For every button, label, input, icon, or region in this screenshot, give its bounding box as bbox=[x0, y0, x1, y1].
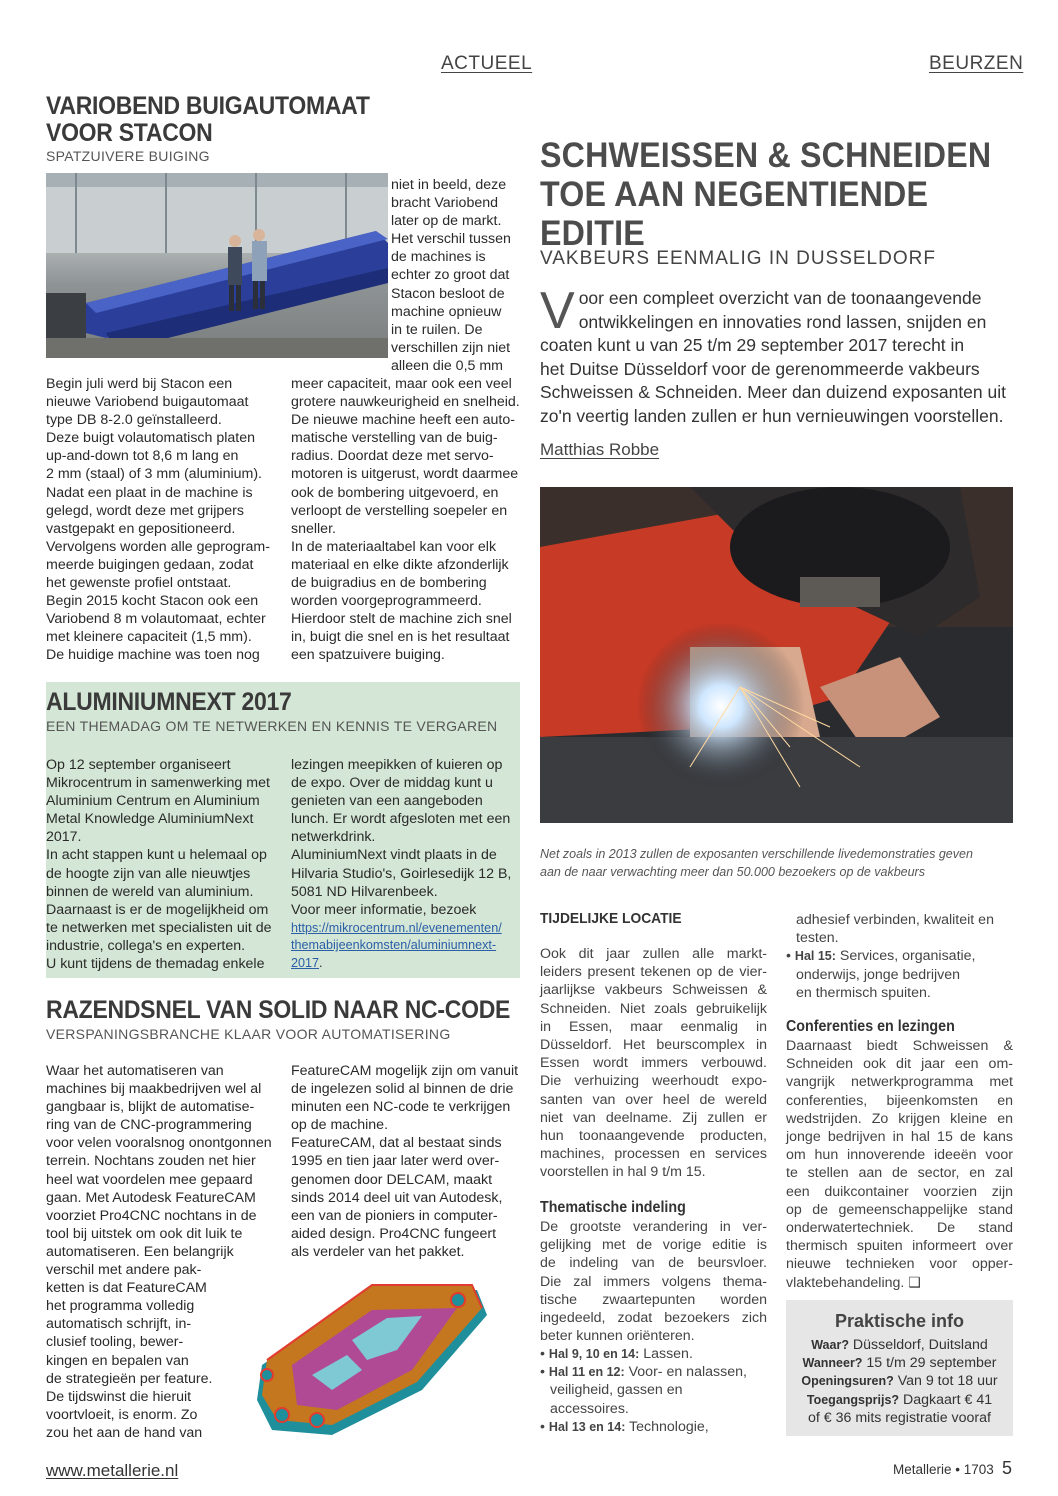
article2-title: ALUMINIUMNEXT 2017 bbox=[46, 688, 292, 716]
text-line: het Duitse Düsseldorf voor de gerenommeerde vakbeurs bbox=[540, 358, 980, 379]
text-line: Variobend 8 m volautomaat, echter bbox=[46, 611, 266, 628]
article1-subtitle: SPATZUIVERE BUIGING bbox=[46, 148, 210, 164]
text-line: Ook dit jaar zullen alle markt- bbox=[540, 946, 767, 962]
text-line: minuten een NC-code te verkrijgen bbox=[291, 1099, 511, 1116]
photo-caption bbox=[540, 845, 1013, 881]
practical-info-title: Praktische info bbox=[834, 1311, 965, 1331]
text-line: Hilvaria Studio's, Goirlesedijk 12 B, bbox=[291, 865, 512, 882]
info-value: Van 9 tot 18 uur bbox=[893, 1373, 998, 1390]
bullet-label: Hal 13 en 14: bbox=[548, 1419, 626, 1434]
text-line: In de materiaaltabel kan voor elk bbox=[291, 538, 497, 555]
text-line: de indeling van de beursvloer. bbox=[540, 1255, 767, 1272]
text-line: te netwerken met specialisten uit de bbox=[46, 919, 272, 936]
text-line: santen van over heel de wereld bbox=[540, 1091, 767, 1108]
text-line: hun toonaangevende producten, bbox=[540, 1128, 767, 1145]
text-line: 2017. bbox=[46, 829, 82, 846]
text-line: terrein. Nochtans zouden net hier bbox=[46, 1153, 256, 1170]
text-line: machine opnieuw bbox=[391, 303, 502, 320]
text-line: tische zwaartepunten worden bbox=[540, 1291, 767, 1308]
text-line: FeatureCAM mogelijk zijn om vanuit bbox=[291, 1063, 519, 1079]
text-line: Essen wordt immers verbouwd. bbox=[540, 1055, 767, 1072]
text-line: Begin juli werd bij Stacon een bbox=[46, 376, 233, 392]
text-line: meerde buigingen gedaan, zodat bbox=[46, 556, 254, 573]
text-line: als verdeler van het pakket. bbox=[291, 1243, 465, 1260]
text-line: Op 12 september organiseert bbox=[46, 757, 231, 773]
info-value: 15 t/m 29 september bbox=[862, 1355, 997, 1372]
text-line: verschil met andere pak- bbox=[46, 1262, 202, 1279]
bullet-continuation: onderwijs, jonge bedrijven bbox=[796, 966, 961, 983]
text-line: Daarnaast biedt Schweissen & bbox=[786, 1038, 1013, 1054]
text-line: automatiseren. Een belangrijk bbox=[46, 1243, 234, 1260]
text-line: de buigradius en de bombering bbox=[291, 575, 487, 592]
practical-info-box bbox=[786, 1300, 1013, 1436]
text-line: De huidige machine was toen nog bbox=[46, 647, 260, 664]
text-line: lunch. Er wordt afgesloten met een bbox=[291, 811, 511, 828]
text-line: De tijdswinst die hieruit bbox=[46, 1388, 192, 1405]
text-line: in, buigt die snel en is het resultaat bbox=[291, 629, 510, 646]
text-line: sneller. bbox=[291, 520, 336, 537]
text-line: gaan. Met Autodesk FeatureCAM bbox=[46, 1189, 256, 1206]
text-line: Die zal immers volgens thema- bbox=[540, 1273, 767, 1290]
text-line: gelegd, wordt deze met grijpers bbox=[46, 502, 244, 519]
text-line bbox=[786, 1274, 1013, 1292]
text-line: aided design. Pro4CNC fungeert bbox=[291, 1225, 497, 1242]
text-line: het gewenste profiel ontstaat. bbox=[46, 575, 232, 592]
info-row bbox=[786, 1336, 1013, 1354]
info-row bbox=[786, 1391, 1013, 1409]
text-line: met kleinere capaciteit (1,5 mm). bbox=[46, 629, 252, 646]
hall-bullet: • Hal 9, 10 en 14: Lassen. bbox=[540, 1346, 693, 1362]
text-line: Begin 2015 kocht Stacon ook een bbox=[46, 593, 259, 610]
article2-column-1 bbox=[46, 756, 286, 973]
text-line: om hun innoverende ideeën voor bbox=[786, 1147, 1013, 1164]
bullet-text: Lassen. bbox=[639, 1346, 693, 1362]
text-line: beter kunnen oriënteren. bbox=[540, 1328, 695, 1345]
text-line: een spatzuivere buiging. bbox=[291, 647, 445, 664]
col4-top-text bbox=[786, 911, 1013, 1002]
text-line: worden voorgeprogrammeerd. bbox=[291, 593, 482, 610]
author-name[interactable]: Matthias Robbe bbox=[540, 440, 660, 459]
text-line: jonge bedrijven in hal 15 de kans bbox=[786, 1129, 1013, 1146]
text-line: FeatureCAM, dat al bestaat sinds bbox=[291, 1135, 502, 1152]
bullet-continuation: veiligheid, gassen en bbox=[550, 1382, 683, 1399]
article1-title-line: VOOR STACON bbox=[46, 119, 213, 147]
cad-part-render bbox=[222, 1270, 520, 1446]
text-line: Het verschil tussen bbox=[391, 231, 511, 248]
article3-title: RAZENDSNEL VAN SOLID NAAR NC-CODE bbox=[46, 996, 511, 1024]
text-line: heel wat voordelen mee gepaard bbox=[46, 1171, 253, 1188]
welder-photo bbox=[540, 487, 1013, 823]
article3-subtitle: VERSPANINGSBRANCHE KLAAR VOOR AUTOMATISERING bbox=[46, 1026, 451, 1042]
text-line: voorziet Pro4CNC nochtans in de bbox=[46, 1207, 257, 1224]
text-line: zou het aan de hand van bbox=[46, 1424, 203, 1441]
text-line: oor een compleet overzicht van de toonaangevende bbox=[578, 288, 982, 308]
text-line: een duikcontainer voorzien zijn bbox=[786, 1183, 1013, 1200]
event-link-line[interactable]: https://mikrocentrum.nl/evenementen/ bbox=[291, 920, 502, 935]
text-line: In acht stappen kunt u helemaal op bbox=[46, 847, 267, 864]
text-line: verschillen zijn niet bbox=[391, 339, 511, 356]
text-line: lezingen meepikken of kuieren op bbox=[291, 757, 503, 773]
link-period: . bbox=[319, 955, 323, 970]
text-line: Voor meer informatie, bezoek bbox=[291, 901, 477, 918]
text-line: ingedeeld, zodat bezoekers zich bbox=[540, 1310, 767, 1327]
section-heading-thematische-indeling: Thematische indeling bbox=[540, 1199, 686, 1216]
text-line: Waar het automatiseren van bbox=[46, 1063, 224, 1079]
text-line: 2 mm (staal) of 3 mm (aluminium). bbox=[46, 466, 262, 483]
text-line: grotere nauwkeurigheid en snelheid. bbox=[291, 394, 520, 411]
text-line: meer capaciteit, maar ook een veel bbox=[291, 376, 512, 392]
page-number: 5 bbox=[1002, 1458, 1013, 1478]
text-line: motoren is uitgerust, wordt daarmee bbox=[291, 466, 519, 483]
text-line: materiaal en elke dikte afzonderlijk bbox=[291, 556, 509, 573]
bullet-label: Hal 9, 10 en 14: bbox=[548, 1347, 640, 1361]
text-line: vastgepakt en gepositioneerd. bbox=[46, 520, 236, 537]
text-line: alleen die 0,5 mm bbox=[391, 357, 503, 374]
text-line: de expo. Over de middag kunt u bbox=[291, 775, 493, 792]
last-line-text: vlaktebehandeling. bbox=[786, 1274, 905, 1291]
text-line: Düsseldorf. Het beurscomplex in bbox=[540, 1037, 767, 1054]
text-line: op de gemeenschappelijke stand bbox=[786, 1201, 1013, 1218]
text-line: radius. Doordat deze met servo- bbox=[291, 448, 494, 465]
bullet-continuation: adhesief verbinden, kwaliteit en bbox=[796, 912, 994, 928]
text-line: 5081 ND Hilvarenbeek. bbox=[291, 883, 438, 900]
bullet-continuation: en thermisch spuiten. bbox=[796, 984, 931, 1001]
text-line: nieuwe Variobend buigautomaat bbox=[46, 394, 249, 411]
stacon-machine-illustration bbox=[46, 173, 388, 358]
event-link-line[interactable]: themabijeenkomsten/aluminiumnext- bbox=[291, 938, 497, 953]
bullet-continuation: testen. bbox=[796, 930, 839, 947]
event-link[interactable] bbox=[291, 920, 519, 973]
text-line: matische verstelling van de buig- bbox=[291, 430, 498, 447]
text-line: AluminiumNext vindt plaats in de bbox=[291, 847, 497, 864]
text-line: op de machine. bbox=[291, 1117, 389, 1134]
text-line: leiders present tekenen op de vier- bbox=[540, 964, 767, 981]
welder-illustration bbox=[540, 487, 1013, 823]
text-line: kingen en bepalen van bbox=[46, 1352, 189, 1369]
info-label: Wanneer? bbox=[802, 1356, 863, 1371]
text-line: onderwatertechniek. De stand bbox=[786, 1220, 1013, 1237]
bullet-label: Hal 11 en 12: bbox=[548, 1365, 625, 1380]
feature-intro bbox=[540, 282, 1020, 428]
text-line: bracht Variobend bbox=[391, 195, 499, 212]
article3-column-2 bbox=[291, 1062, 521, 1261]
article1-text-beside-photo bbox=[391, 176, 521, 375]
info-row bbox=[786, 1372, 1013, 1390]
text-line: binnen de wereld van aluminium. bbox=[46, 883, 254, 900]
text-line: ontwikkelingen en innovaties rond lassen, snijden en bbox=[578, 311, 987, 332]
section-tijdelijke-locatie-text bbox=[540, 945, 767, 1182]
feature-subtitle: VAKBEURS EENMALIG IN DUSSELDORF bbox=[540, 248, 936, 269]
text-line: Schneiden. Niet zoals gebruikelijk bbox=[540, 1000, 767, 1017]
text-line: Aluminium Centrum en Aluminium bbox=[46, 793, 260, 810]
text-line: coaten kunt u van 25 t/m 29 september 2017 terecht in bbox=[540, 335, 965, 355]
section-thematische-indeling-text bbox=[540, 1218, 767, 1345]
text-line: gangbaar is, blijkt de automatise- bbox=[46, 1099, 255, 1116]
article1-column-1 bbox=[46, 375, 286, 665]
text-line: U kunt tijdens de themadag enkele bbox=[46, 956, 265, 973]
text-line: de strategieën per feature. bbox=[46, 1370, 213, 1387]
bullet-label: Hal 15: bbox=[794, 949, 836, 964]
text-line: automatisch schrijft, in- bbox=[46, 1316, 192, 1333]
text-line: 1995 en tien jaar later werd over- bbox=[291, 1153, 500, 1170]
text-line: clusief tooling, bewer- bbox=[46, 1334, 184, 1351]
text-line: Mikrocentrum in samenwerking met bbox=[46, 775, 270, 792]
website-link[interactable]: www.metallerie.nl bbox=[46, 1461, 179, 1480]
article1-title bbox=[46, 93, 370, 147]
text-line: niet van deelname. Zij zullen er bbox=[540, 1109, 767, 1126]
section-heading-conferenties: Conferenties en lezingen bbox=[786, 1018, 955, 1035]
article2-subtitle: EEN THEMADAG OM TE NETWERKEN EN KENNIS TE VERGAREN bbox=[46, 718, 498, 734]
info-label: Openingsuren? bbox=[801, 1374, 894, 1389]
text-line: genomen door DELCAM, maakt bbox=[291, 1171, 493, 1188]
info-value: Düsseldorf, Duitsland bbox=[848, 1337, 988, 1353]
text-line: De nieuwe machine heeft een auto- bbox=[291, 412, 515, 429]
text-line: de hoogte zijn van alle nieuwtjes bbox=[46, 865, 251, 882]
text-line: te stellen aan de sector, en zal bbox=[786, 1165, 1013, 1182]
text-line: jaarlijkse vakbeurs Schweissen & bbox=[540, 982, 767, 999]
text-line: De grootste verandering in ver- bbox=[540, 1219, 767, 1235]
practical-info-rows bbox=[786, 1336, 1013, 1427]
caption-line: aan de naar verwachting meer dan 50.000 bezoekers op de vakbeurs bbox=[540, 865, 925, 879]
text-line: de machines is bbox=[391, 249, 486, 266]
bullet-text: Services, organisatie, bbox=[835, 948, 976, 965]
text-line: nieuwe technieken voor opper- bbox=[786, 1256, 1013, 1273]
text-line: Schweissen & Schneiden. Meer dan duizend exposanten uit bbox=[540, 382, 1006, 402]
text-line: ring van de CNC-programmering bbox=[46, 1117, 252, 1134]
feature-title-line: SCHWEISSEN & SCHNEIDEN bbox=[540, 136, 992, 175]
caption-line: Net zoals in 2013 zullen de exposanten verschillende livedemonstraties geven bbox=[540, 847, 973, 861]
bullet-text: Voor- en nalassen, bbox=[624, 1364, 747, 1381]
text-line: voorstellen in hal 9 t/m 15. bbox=[540, 1164, 706, 1181]
end-of-article-icon: ❑ bbox=[908, 1274, 922, 1291]
text-line: zo'n veertig landen zullen er hun vernieuwingen voorstellen. bbox=[540, 405, 1004, 426]
article2-column-2 bbox=[291, 756, 519, 972]
text-line: Metal Knowledge AluminiumNext bbox=[46, 811, 254, 828]
text-line: voor velen vooralsnog onontgonnen bbox=[46, 1135, 272, 1152]
text-line: thermisch spuiten informeert over bbox=[786, 1238, 1013, 1255]
text-line: sinds 2014 deel uit van Autodesk, bbox=[291, 1189, 503, 1206]
article1-column-2 bbox=[291, 375, 523, 665]
info-label: Waar? bbox=[811, 1338, 849, 1352]
text-line: Schneiden ook dit jaar een om- bbox=[786, 1056, 1013, 1073]
text-line: machines bij maakbedrijven wel al bbox=[46, 1081, 262, 1098]
text-line: in Essen, maar eenmalig in bbox=[540, 1018, 767, 1035]
article1-title-line: VARIOBEND BUIGAUTOMAAT bbox=[46, 92, 370, 120]
info-value: Dagkaart € 41 bbox=[899, 1391, 993, 1408]
text-line: Vervolgens worden alle geprogram- bbox=[46, 538, 270, 555]
hall-bullet: • Hal 15: Services, organisatie, bbox=[786, 948, 976, 965]
text-line: machines, processen en services bbox=[540, 1146, 767, 1163]
hall-bullet: • Hal 13 en 14: Technologie, bbox=[540, 1418, 709, 1435]
bullet-continuation: accessoires. bbox=[550, 1400, 629, 1417]
section-tag-beurzen: BEURZEN bbox=[929, 53, 1024, 74]
text-line: type DB 8-2.0 geïnstalleerd. bbox=[46, 412, 222, 429]
text-line: Die verhuizing weerhoudt expo- bbox=[540, 1073, 767, 1090]
drop-cap: V bbox=[540, 282, 575, 340]
event-link-line[interactable]: 2017 bbox=[291, 955, 320, 970]
text-line: verloopt de verstelling soepeler en bbox=[291, 502, 508, 519]
section-tag-actueel: ACTUEEL bbox=[441, 53, 533, 74]
section-heading-tijdelijke-locatie: TIJDELIJKE LOCATIE bbox=[540, 910, 682, 927]
text-line: ketten is dat FeatureCAM bbox=[46, 1280, 207, 1297]
text-line: gelijking met de vorige editie is bbox=[540, 1237, 767, 1254]
hall-bullet-list bbox=[540, 1345, 767, 1436]
feature-title-line: TOE AAN NEGENTIENDE EDITIE bbox=[540, 175, 929, 253]
hall-bullet: • Hal 11 en 12: Voor- en nalassen, bbox=[540, 1364, 747, 1381]
text-line: tool bij uitstek om ook dit luik te bbox=[46, 1225, 243, 1242]
text-line: niet in beeld, deze bbox=[391, 177, 507, 193]
text-line: Nadat een plaat in de machine is bbox=[46, 484, 253, 501]
text-line: wedstrijden. Zo krijgen kleine en bbox=[786, 1110, 1013, 1127]
text-line: Hierdoor stelt de machine zich snel bbox=[291, 611, 512, 628]
text-line: Daarnaast is er de mogelijkheid om bbox=[46, 901, 269, 918]
cad-part-illustration bbox=[222, 1270, 520, 1446]
info-label: Toegangsprijs? bbox=[806, 1392, 900, 1407]
text-line: voortvloeit, is enorm. Zo bbox=[46, 1406, 198, 1423]
stacon-machine-photo bbox=[46, 173, 388, 358]
text-line: ook de bombering uitgevoerd, en bbox=[291, 484, 499, 501]
text-line: up-and-down tot 8,6 m lang en bbox=[46, 448, 239, 465]
text-line: vangrijk netwerkprogramma met bbox=[786, 1074, 1013, 1091]
info-row: of € 36 mits registratie vooraf bbox=[808, 1409, 991, 1426]
bullet-text: Technologie, bbox=[625, 1418, 709, 1435]
text-line: de ingelezen solid al binnen de drie bbox=[291, 1081, 514, 1098]
text-line: een van de pioniers in computer- bbox=[291, 1207, 498, 1224]
text-line: echter zo groot dat bbox=[391, 267, 510, 284]
text-line: het programma volledig bbox=[46, 1298, 195, 1315]
text-line: later op de markt. bbox=[391, 213, 502, 230]
text-line: Deze buigt volautomatisch platen bbox=[46, 430, 255, 447]
info-row bbox=[786, 1354, 1013, 1372]
text-line: conferenties, bijeenkomsten en bbox=[786, 1092, 1013, 1109]
issue-label: Metallerie • 1703 bbox=[893, 1462, 994, 1477]
text-line: in te ruilen. De bbox=[391, 321, 483, 338]
text-line: Stacon besloot de bbox=[391, 285, 505, 302]
text-line: netwerkdrink. bbox=[291, 829, 376, 846]
section-conferenties-text bbox=[786, 1037, 1013, 1292]
feature-title bbox=[540, 136, 1017, 253]
text-line: genieten van een aangeboden bbox=[291, 793, 483, 810]
text-line: industrie, collega's en experten. bbox=[46, 937, 246, 954]
